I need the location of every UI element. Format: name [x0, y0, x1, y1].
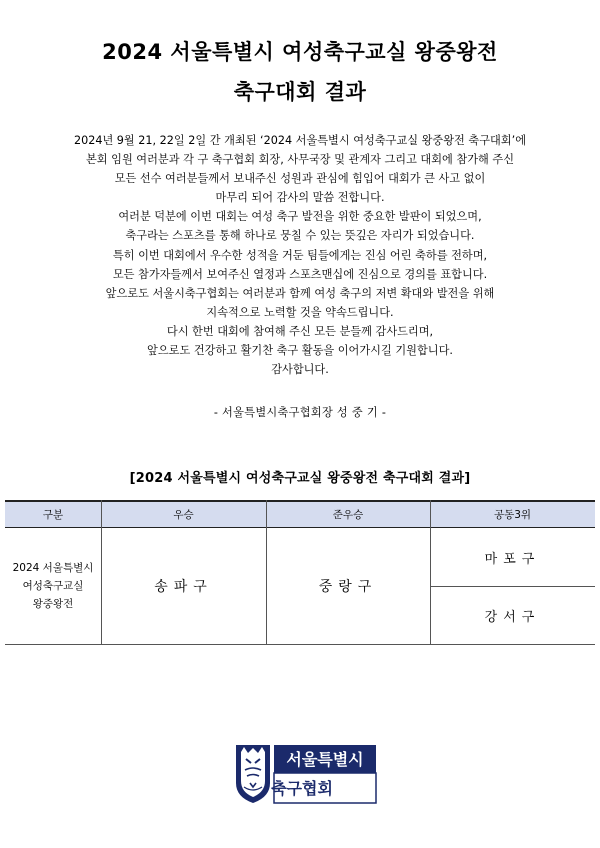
category-line: 2024 서울특별시 — [12, 562, 94, 574]
col-header-winner: 우승 — [173, 508, 194, 521]
table-bottom-border — [5, 644, 595, 645]
col-header-third-place: 공동3위 — [493, 508, 532, 521]
letter-line: 감사합니다. — [271, 363, 329, 377]
association-logo — [232, 743, 378, 804]
letter-line: 모든 선수 여러분들께서 보내주신 성원과 관심에 힘입어 대회가 큰 사고 없이 — [114, 172, 486, 186]
letter-line: 지속적으로 노력할 것을 약속드립니다. — [206, 305, 394, 319]
category-line: 왕중왕전 — [32, 598, 74, 610]
letter-line: 2024년 9월 21, 22일 2일 간 개최된 ‘2024 서울특별시 여성축구교실 왕중왕전 축구대회’에 — [73, 134, 527, 147]
col-header-category: 구분 — [42, 508, 64, 521]
logo-line1: 서울특별시 — [286, 750, 364, 769]
signature: - 서울특별시축구협회장 성 중 기 - — [213, 406, 387, 419]
category-cell — [5, 528, 101, 644]
letter-line: 본회 임원 여러분과 각 구 축구협회 회장, 사무국장 및 관계자 그리고 대회에 참가해 주신 — [85, 153, 515, 167]
logo-line2: 축구협회 — [271, 779, 333, 798]
letter-body — [0, 131, 600, 379]
page-title-line2: 축구대회 결과 — [233, 80, 367, 104]
third-place-cell: 강서구 — [484, 609, 541, 625]
category-line: 여성축구교실 — [22, 580, 84, 592]
third-place-cell: 마포구 — [484, 551, 541, 567]
letter-line: 마무리 되어 감사의 말씀 전합니다. — [215, 191, 385, 205]
letter-line: 다시 한번 대회에 참여해 주신 모든 분들께 감사드리며, — [166, 324, 434, 338]
letter-line: 특히 이번 대회에서 우수한 성적을 거둔 팀들에게는 진심 어린 축하를 전하며, — [112, 248, 488, 262]
letter-line: 앞으로도 건강하고 활기찬 축구 활동을 이어가시길 기원합니다. — [147, 344, 453, 358]
letter-line: 모든 참가자들께서 보여주신 열정과 스포츠맨십에 진심으로 경의를 표합니다. — [112, 267, 488, 281]
letter-line: 여러분 덕분에 이번 대회는 여성 축구 발전을 위한 중요한 발판이 되었으며, — [118, 210, 482, 224]
col-header-runner-up: 준우승 — [332, 508, 364, 521]
tiger-shield-icon — [236, 745, 270, 803]
results-table — [5, 500, 595, 646]
page-title-line1: 2024 서울특별시 여성축구교실 왕중왕전 — [102, 40, 498, 64]
winner-cell: 송파구 — [154, 579, 213, 595]
runner-up-cell: 중랑구 — [318, 579, 378, 595]
letter-line: 축구라는 스포츠를 통해 하나로 뭉칠 수 있는 뜻깊은 자리가 되었습니다. — [125, 229, 475, 243]
letter-line: 앞으로도 서울시축구협회는 여러분과 함께 여성 축구의 저변 확대와 발전을 위해 — [105, 286, 495, 300]
results-heading: [2024 서울특별시 여성축구교실 왕중왕전 축구대회 결과] — [129, 471, 471, 486]
